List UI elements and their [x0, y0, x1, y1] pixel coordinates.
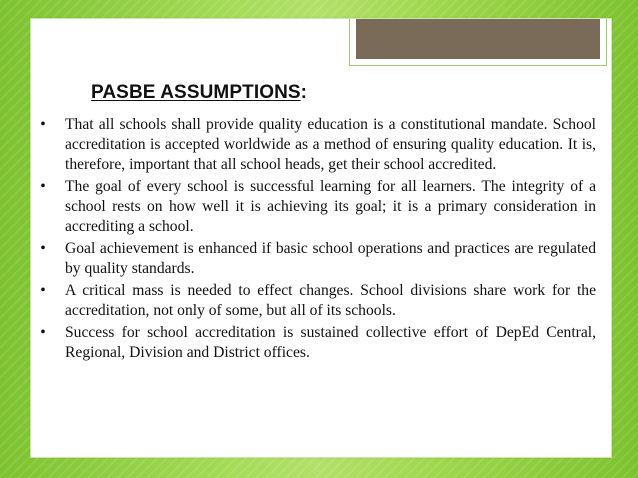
bullet-icon: • — [40, 324, 46, 341]
list-item — [36, 115, 596, 175]
list-item — [36, 177, 596, 237]
bullet-icon: • — [40, 240, 46, 257]
list-item — [36, 323, 596, 363]
slide-heading — [91, 82, 307, 104]
slide-title: PASBE ASSUMPTIONS — [91, 82, 301, 103]
assumptions-list — [36, 115, 596, 365]
list-item — [36, 239, 596, 279]
list-item-text: The goal of every school is successful learning for all learners. The integrity of a school rests on how well it is achieving its goal; it is a primary consideration in accrediting a school. — [65, 178, 596, 235]
list-item-text: Goal achievement is enhanced if basic school operations and practices are regulated by quality standards. — [65, 240, 596, 277]
list-item-text: That all schools shall provide quality education is a constitutional mandate. School accreditation is accepted worldwide as a method of ensuring quality education. It is, therefore, important that all school heads, get their school accredited. — [65, 116, 596, 173]
header-decoration-frame — [349, 19, 607, 66]
bullet-icon: • — [40, 282, 46, 299]
bullet-icon: • — [40, 178, 46, 195]
list-item-text: A critical mass is needed to effect changes. School divisions share work for the accreditation, not only of some, but all of its schools. — [65, 282, 596, 319]
list-item-text: Success for school accreditation is sustained collective effort of DepEd Central, Regional, Division and District offices. — [65, 324, 596, 361]
header-decoration-block — [356, 19, 600, 59]
bullet-icon: • — [40, 116, 46, 133]
slide-title-colon: : — [300, 82, 308, 103]
list-item — [36, 281, 596, 321]
